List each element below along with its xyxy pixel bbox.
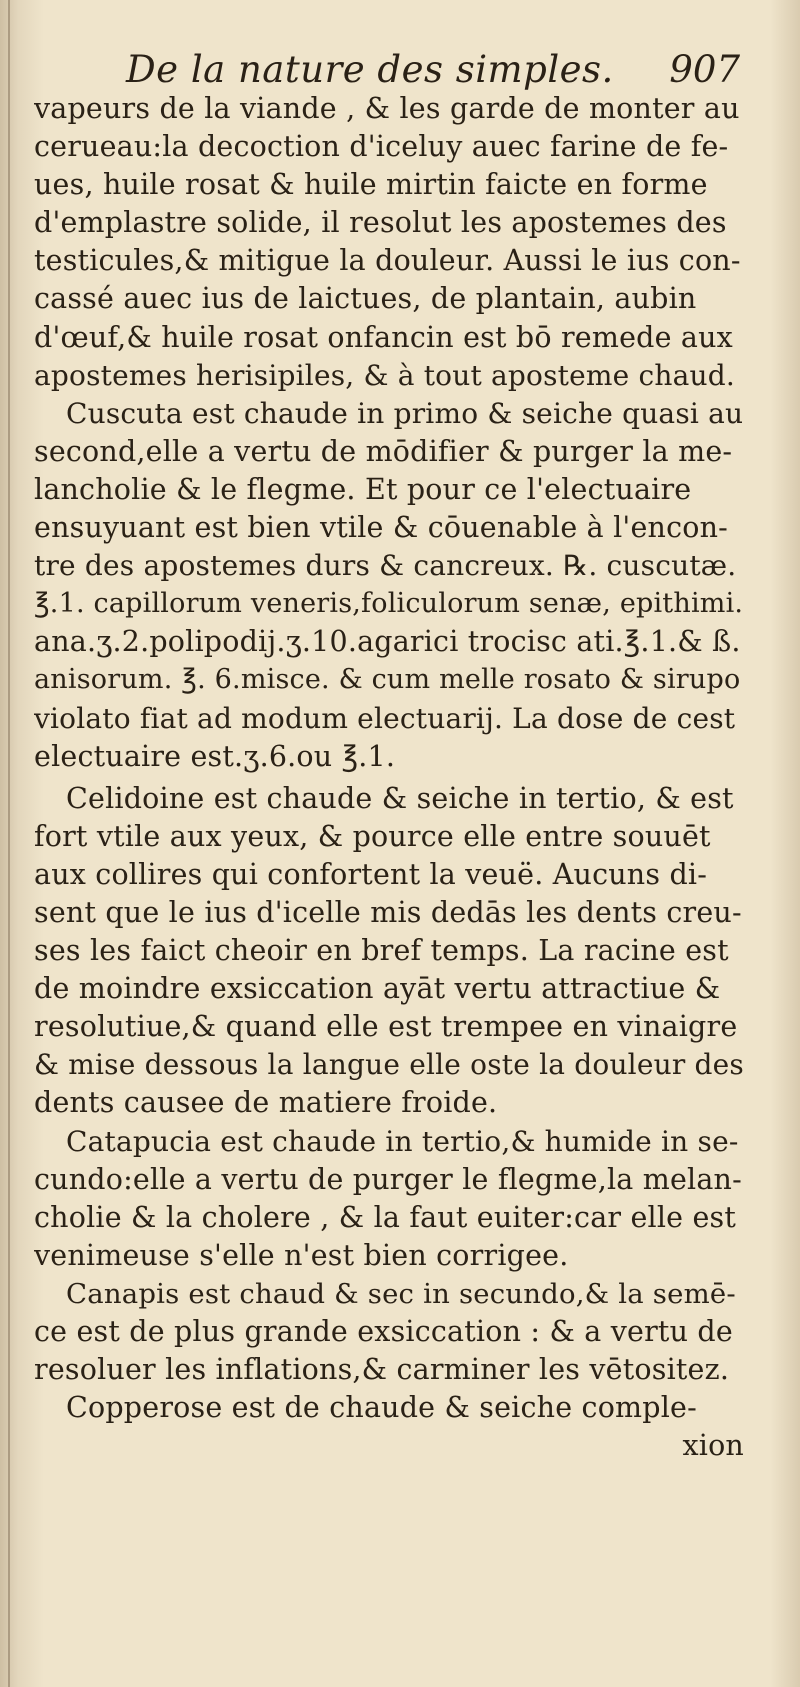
text-line: Cuscuta est chaude in primo & seiche quasi au <box>66 396 744 430</box>
page-number: 907 <box>669 48 740 91</box>
text-line: fort vtile aux yeux, & pource elle entre souuēt <box>34 819 711 853</box>
text-line: ensuyuant est bien vtile & cōuenable à l'encon- <box>34 511 728 545</box>
text-line: d'emplastre solide, il resolut les apostemes des <box>34 206 727 240</box>
text-line: d'œuf,& huile rosat onfancin est bō remede aux <box>34 320 733 354</box>
running-title: De la nature des simples. <box>126 48 614 91</box>
text-line: de moindre exsiccation ayāt vertu attractiue & <box>34 972 721 1006</box>
text-line: cundo:elle a vertu de purger le flegme,la melan- <box>34 1162 742 1196</box>
text-line: Catapucia est chaude in tertio,& humide in se- <box>66 1124 739 1158</box>
text-line: testicules,& mitigue la douleur. Aussi le ius con- <box>34 244 741 278</box>
text-line: violato fiat ad modum electuarij. La dose de cest <box>34 701 736 735</box>
body-text <box>34 90 746 1465</box>
text-line: venimeuse s'elle n'est bien corrigee. <box>34 1238 569 1272</box>
text-line: ℥.1. capillorum veneris,foliculorum senæ, epithimi. <box>34 588 744 620</box>
text-line: lancholie & le flegme. Et pour ce l'electuaire <box>34 472 692 506</box>
text-line: resolutiue,& quand elle est trempee en vinaigre <box>34 1010 738 1044</box>
text-line: resoluer les inflations,& carminer les vētositez. <box>34 1353 730 1387</box>
text-line: Celidoine est chaude & seiche in tertio, & est <box>66 781 734 815</box>
text-line: electuaire est.ʒ.6.ou ℥.1. <box>34 739 396 773</box>
text-line: cassé auec ius de laictues, de plantain, aubin <box>34 282 697 316</box>
text-line: ues, huile rosat & huile mirtin faicte en forme <box>34 168 708 202</box>
text-line: dents causee de matiere froide. <box>34 1086 498 1120</box>
text-line: cholie & la cholere , & la faut euiter:car elle est <box>34 1200 737 1234</box>
text-line: aux collires qui confortent la veuë. Aucuns di- <box>34 857 708 891</box>
text-line: vapeurs de la viande , & les garde de monter au <box>34 92 740 125</box>
binding-gutter <box>8 0 10 1687</box>
text-line: ana.ʒ.2.polipodij.ʒ.10.agarici trocisc ati.℥.1.& ß. <box>34 625 741 659</box>
text-line: tre des apostemes durs & cancreux. ℞. cuscutæ. <box>34 549 737 583</box>
text-line: ses les faict cheoir en bref temps. La racine est <box>34 934 729 968</box>
text-line: Copperose est de chaude & seiche comple- <box>66 1391 697 1425</box>
text-line: Canapis est chaud & sec in secundo,& la semē- <box>66 1277 736 1310</box>
text-line: second,elle a vertu de mōdifier & purger la me- <box>34 434 733 468</box>
text-line: cerueau:la decoction d'iceluy auec farine de fe- <box>34 130 729 164</box>
text-line: & mise dessous la langue elle oste la douleur des <box>34 1048 744 1082</box>
catchword: xion <box>682 1429 744 1463</box>
text-line: sent que le ius d'icelle mis dedās les dents creu- <box>34 895 742 929</box>
text-line: anisorum. ℥. 6.misce. & cum melle rosato & sirupo <box>34 664 741 696</box>
text-line: ce est de plus grande exsiccation : & a vertu de <box>34 1315 733 1348</box>
text-line: apostemes herisipiles, & à tout aposteme chaud. <box>34 358 735 392</box>
